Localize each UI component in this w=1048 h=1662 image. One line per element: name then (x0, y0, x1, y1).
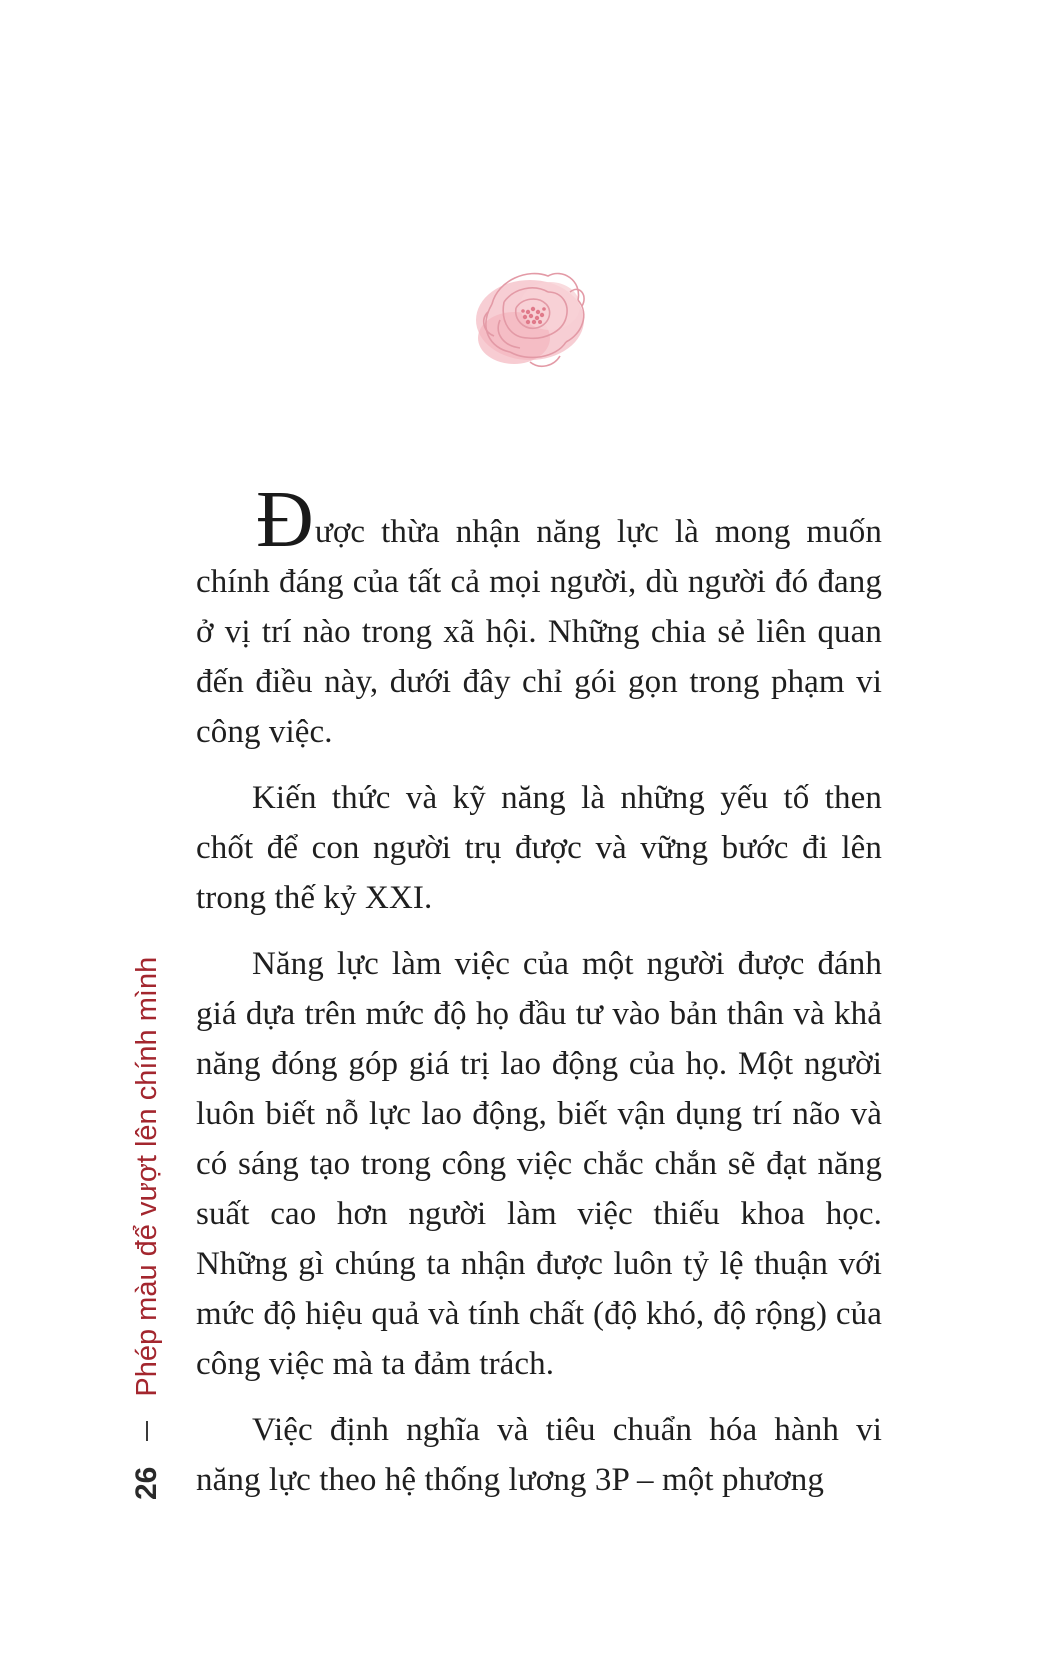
book-title: Phép màu để vượt lên chính mình (130, 956, 163, 1397)
paragraph-4: Việc định nghĩa và tiêu chuẩn hóa hành vi năng lực theo hệ thống lương 3P – một phương (196, 1412, 882, 1498)
paragraph-1-text: ược thừa nhận năng lực là mong muốn chính đáng của tất cả mọi người, dù người đó đang ở vị trí nào trong xã hội. Những chia sẻ liên quan đến điều này, dưới đây chỉ gói gọn trong phạm vi công việc. (196, 514, 882, 750)
paragraph-1 (196, 476, 882, 757)
paragraph-2: Kiến thức và kỹ năng là những yếu tố then chốt để con người trụ được và vững bước đi lên trong thế kỷ XXI. (196, 780, 882, 916)
divider (146, 1421, 148, 1441)
paragraph-3: Năng lực làm việc của một người được đánh giá dựa trên mức độ họ đầu tư vào bản thân và khả năng đóng góp giá trị lao động của họ. Một người luôn biết nỗ lực lao động, biết vận dụng trí não và có sáng tạo trong công việc chắc chắn sẽ đạt năng suất cao hơn người làm việc thiếu khoa học. Những gì chúng ta nhận được luôn tỷ lệ thuận với mức độ hiệu quả và tính chất (độ khó, độ rộng) của công việc mà ta đảm trách. (196, 946, 882, 1382)
peony-flower-icon (470, 262, 600, 382)
drop-cap: Đ (256, 476, 314, 564)
page-number: 26 (130, 1466, 163, 1500)
running-footer (130, 957, 164, 1500)
body-text (196, 476, 882, 1521)
